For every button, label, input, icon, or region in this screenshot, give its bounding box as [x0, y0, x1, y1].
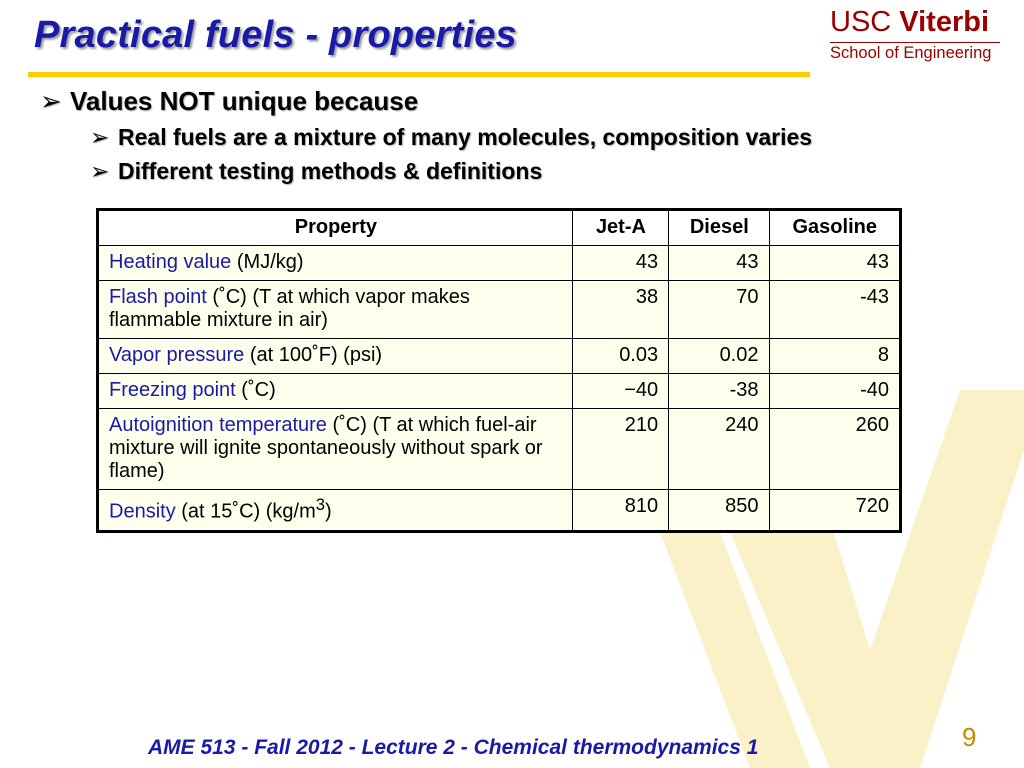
- bullet-real-fuels-mixture: [90, 124, 812, 151]
- property-name: Autoignition temperature: [109, 414, 327, 436]
- table-row: [98, 281, 901, 339]
- value-diesel: 0.02: [669, 339, 769, 374]
- arrow-bullet-icon: ➢: [40, 86, 62, 116]
- value-diesel: 240: [669, 409, 769, 490]
- value-diesel: 70: [669, 281, 769, 339]
- property-cell: [98, 490, 573, 532]
- value-diesel: 850: [669, 490, 769, 532]
- fuel-properties-table: [96, 208, 902, 533]
- table-row: [98, 339, 901, 374]
- value-jet-a: 38: [572, 281, 668, 339]
- slide-footer: AME 513 - Fall 2012 - Lecture 2 - Chemical thermodynamics 1: [148, 736, 759, 759]
- value-gasoline: 260: [769, 409, 901, 490]
- usc-viterbi-logo: [830, 6, 1006, 68]
- logo-wordmark: [830, 6, 989, 39]
- unit-close: ): [325, 500, 332, 523]
- value-gasoline: -40: [769, 374, 901, 409]
- header-jet-a: Jet-A: [572, 210, 668, 246]
- bullet-values-not-unique: [40, 86, 418, 117]
- page-number: 9: [962, 722, 977, 752]
- arrow-bullet-icon: ➢: [90, 158, 110, 184]
- table-row: [98, 246, 901, 281]
- value-gasoline: 8: [769, 339, 901, 374]
- value-jet-a: −40: [572, 374, 668, 409]
- unit-superscript: 3: [315, 495, 325, 514]
- property-unit: (at 15˚C) (kg/m: [175, 500, 316, 523]
- value-gasoline: -43: [769, 281, 901, 339]
- property-name: Flash point: [109, 286, 207, 308]
- value-gasoline: 720: [769, 490, 901, 532]
- logo-usc: USC: [830, 6, 892, 38]
- value-gasoline: 43: [769, 246, 901, 281]
- slide-title: Practical fuels - properties: [34, 14, 517, 56]
- property-name: Freezing point: [109, 379, 236, 401]
- logo-subtitle: School of Engineering: [830, 44, 992, 62]
- property-unit: (˚C) (T at which vapor makes flammable mixture in air): [109, 286, 470, 331]
- header-diesel: Diesel: [669, 210, 769, 246]
- value-diesel: 43: [669, 246, 769, 281]
- header-gasoline: Gasoline: [769, 210, 901, 246]
- value-jet-a: 0.03: [572, 339, 668, 374]
- value-jet-a: 810: [572, 490, 668, 532]
- property-name: Density: [109, 500, 176, 523]
- bullet-text: Values NOT unique because: [70, 86, 419, 116]
- value-jet-a: 210: [572, 409, 668, 490]
- header-property: Property: [98, 210, 573, 246]
- property-cell: [98, 409, 573, 490]
- logo-divider: [830, 42, 1000, 43]
- bullet-text: Different testing methods & definitions: [118, 158, 543, 184]
- property-name: Vapor pressure: [109, 344, 245, 366]
- table-row: [98, 409, 901, 490]
- property-cell: [98, 374, 573, 409]
- property-name: Heating value: [109, 251, 232, 273]
- property-cell: [98, 281, 573, 339]
- value-jet-a: 43: [572, 246, 668, 281]
- bullet-testing-methods: [90, 158, 542, 185]
- property-cell: [98, 246, 573, 281]
- property-unit: (˚C): [235, 379, 276, 401]
- property-unit: (MJ/kg): [231, 251, 304, 273]
- property-unit: (at 100˚F) (psi): [244, 344, 383, 366]
- table-row: [98, 374, 901, 409]
- table-header-row: [98, 210, 901, 246]
- table-row: [98, 490, 901, 532]
- logo-viterbi: Viterbi: [899, 6, 990, 38]
- value-diesel: -38: [669, 374, 769, 409]
- title-underline: [28, 72, 810, 77]
- arrow-bullet-icon: ➢: [90, 124, 110, 150]
- bullet-text: Real fuels are a mixture of many molecules, composition varies: [118, 124, 813, 150]
- property-cell: [98, 339, 573, 374]
- property-unit: (˚C) (T at which fuel-air mixture will ignite spontaneously without spark or flame): [109, 414, 543, 482]
